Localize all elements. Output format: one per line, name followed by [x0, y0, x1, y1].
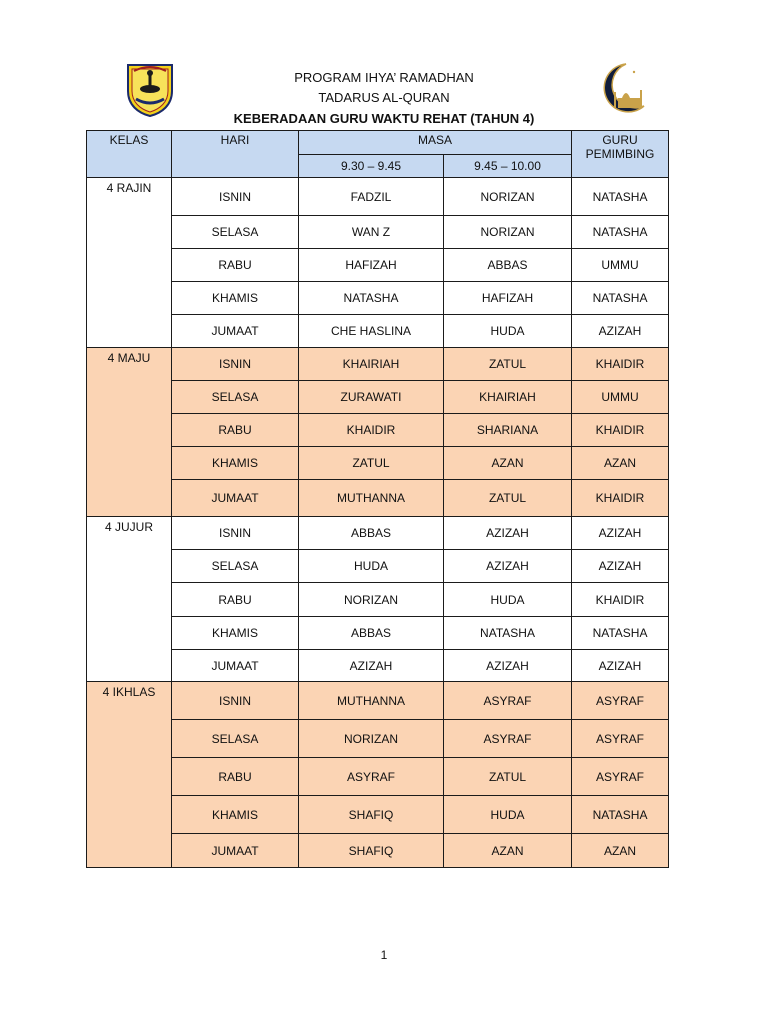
col-header-guru — [572, 131, 669, 178]
guru-cell: UMMU — [572, 249, 669, 282]
guru-cell: AZIZAH — [572, 315, 669, 348]
slot2-cell: ASYRAF — [444, 682, 572, 720]
slot1-cell: ASYRAF — [299, 758, 444, 796]
col-header-hari: HARI — [172, 131, 299, 178]
class-name: 4 RAJIN — [87, 178, 172, 348]
day-cell: KHAMIS — [172, 282, 299, 315]
slot1-cell: KHAIRIAH — [299, 348, 444, 381]
table-heading: KEBERADAAN GURU WAKTU REHAT (TAHUN 4) — [233, 111, 535, 126]
class-name: 4 IKHLAS — [87, 682, 172, 868]
slot1-cell: FADZIL — [299, 178, 444, 216]
slot2-cell: ASYRAF — [444, 720, 572, 758]
day-cell: JUMAAT — [172, 480, 299, 517]
day-cell: JUMAAT — [172, 650, 299, 682]
day-cell: ISNIN — [172, 682, 299, 720]
slot2-cell: NORIZAN — [444, 216, 572, 249]
slot1-cell: MUTHANNA — [299, 480, 444, 517]
slot1-cell: NORIZAN — [299, 720, 444, 758]
slot1-cell: NORIZAN — [299, 583, 444, 617]
slot1-cell: KHAIDIR — [299, 414, 444, 447]
day-cell: KHAMIS — [172, 796, 299, 834]
day-cell: ISNIN — [172, 517, 299, 550]
guru-cell: KHAIDIR — [572, 583, 669, 617]
day-cell: KHAMIS — [172, 447, 299, 480]
slot2-cell: KHAIRIAH — [444, 381, 572, 414]
slot1-cell: SHAFIQ — [299, 796, 444, 834]
day-cell: JUMAAT — [172, 315, 299, 348]
slot2-cell: ZATUL — [444, 758, 572, 796]
guru-cell: UMMU — [572, 381, 669, 414]
guru-cell: ASYRAF — [572, 758, 669, 796]
day-cell: KHAMIS — [172, 617, 299, 650]
slot2-cell: ZATUL — [444, 480, 572, 517]
slot1-cell: SHAFIQ — [299, 834, 444, 868]
col-header-kelas: KELAS — [87, 131, 172, 178]
col-header-slot1: 9.30 – 9.45 — [299, 155, 444, 178]
day-cell: SELASA — [172, 216, 299, 249]
slot2-cell: SHARIANA — [444, 414, 572, 447]
guru-cell: NATASHA — [572, 178, 669, 216]
slot1-cell: HUDA — [299, 550, 444, 583]
page-number: 1 — [380, 948, 388, 962]
crescent-moon-icon — [596, 60, 648, 116]
slot2-cell: AZAN — [444, 447, 572, 480]
slot1-cell: AZIZAH — [299, 650, 444, 682]
guru-cell: KHAIDIR — [572, 414, 669, 447]
slot1-cell: ABBAS — [299, 617, 444, 650]
slot1-cell: ZATUL — [299, 447, 444, 480]
day-cell: SELASA — [172, 381, 299, 414]
slot2-cell: NORIZAN — [444, 178, 572, 216]
slot1-cell: NATASHA — [299, 282, 444, 315]
guru-cell: NATASHA — [572, 216, 669, 249]
col-header-guru-line1: GURU — [602, 133, 638, 147]
slot2-cell: ZATUL — [444, 348, 572, 381]
guru-cell: NATASHA — [572, 617, 669, 650]
class-name: 4 JUJUR — [87, 517, 172, 682]
day-cell: SELASA — [172, 550, 299, 583]
slot1-cell: MUTHANNA — [299, 682, 444, 720]
program-subtitle: TADARUS AL-QURAN — [318, 90, 450, 105]
slot2-cell: AZIZAH — [444, 517, 572, 550]
slot2-cell: HUDA — [444, 315, 572, 348]
slot2-cell: HUDA — [444, 796, 572, 834]
guru-cell: NATASHA — [572, 282, 669, 315]
slot2-cell: ABBAS — [444, 249, 572, 282]
slot2-cell: AZIZAH — [444, 550, 572, 583]
slot2-cell: HAFIZAH — [444, 282, 572, 315]
guru-cell: KHAIDIR — [572, 480, 669, 517]
slot2-cell: HUDA — [444, 583, 572, 617]
slot2-cell: AZIZAH — [444, 650, 572, 682]
col-header-slot2: 9.45 – 10.00 — [444, 155, 572, 178]
col-header-masa: MASA — [299, 131, 572, 155]
program-title: PROGRAM IHYA’ RAMADHAN — [294, 70, 474, 85]
day-cell: ISNIN — [172, 348, 299, 381]
day-cell: RABU — [172, 758, 299, 796]
guru-cell: AZIZAH — [572, 550, 669, 583]
col-header-guru-line2: PEMIMBING — [585, 147, 655, 161]
class-name: 4 MAJU — [87, 348, 172, 517]
slot1-cell: ZURAWATI — [299, 381, 444, 414]
slot2-cell: NATASHA — [444, 617, 572, 650]
day-cell: RABU — [172, 583, 299, 617]
slot2-cell: AZAN — [444, 834, 572, 868]
guru-cell: KHAIDIR — [572, 348, 669, 381]
slot1-cell: HAFIZAH — [299, 249, 444, 282]
day-cell: RABU — [172, 249, 299, 282]
guru-cell: AZIZAH — [572, 650, 669, 682]
day-cell: JUMAAT — [172, 834, 299, 868]
guru-cell: ASYRAF — [572, 682, 669, 720]
guru-cell: AZIZAH — [572, 517, 669, 550]
schedule-table — [86, 130, 669, 868]
day-cell: RABU — [172, 414, 299, 447]
slot1-cell: CHE HASLINA — [299, 315, 444, 348]
slot1-cell: WAN Z — [299, 216, 444, 249]
guru-cell: AZAN — [572, 834, 669, 868]
guru-cell: NATASHA — [572, 796, 669, 834]
slot1-cell: ABBAS — [299, 517, 444, 550]
day-cell: SELASA — [172, 720, 299, 758]
guru-cell: AZAN — [572, 447, 669, 480]
day-cell: ISNIN — [172, 178, 299, 216]
guru-cell: ASYRAF — [572, 720, 669, 758]
